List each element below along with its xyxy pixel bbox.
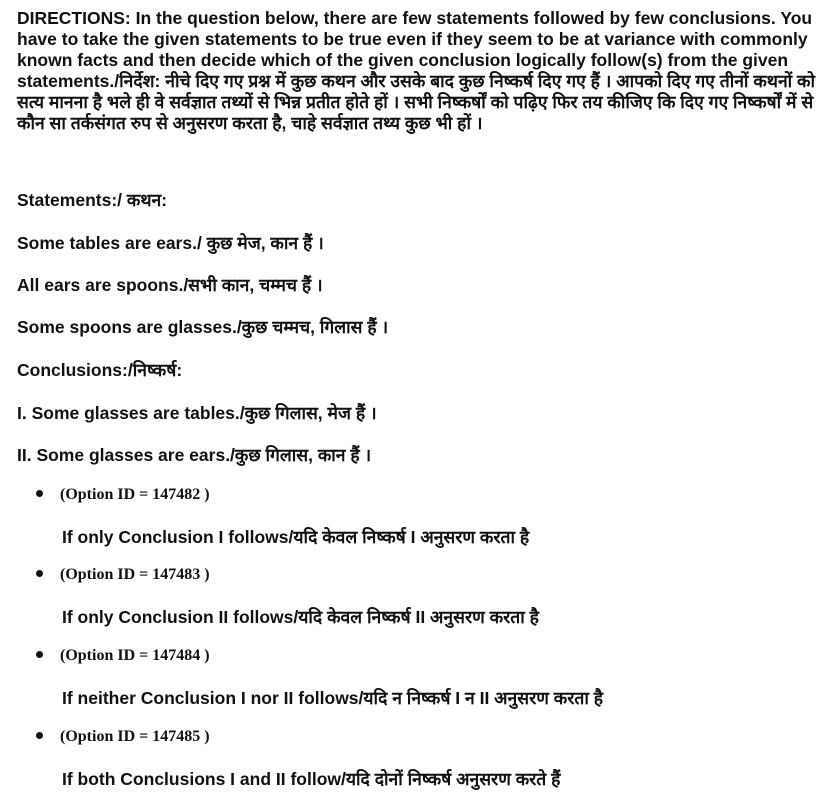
conclusion-1: I. Some glasses are tables./कुछ गिलास, मेज हैं । xyxy=(17,403,377,423)
directions-text xyxy=(17,8,832,134)
conclusion-2: II. Some glasses are ears./कुछ गिलास, कान हैं । xyxy=(17,445,372,465)
bullet-icon xyxy=(36,732,43,739)
option-3-text[interactable]: If neither Conclusion I nor II follows/यदि न निष्कर्ष I न II अनुसरण करता है xyxy=(62,688,604,708)
conclusions-heading: Conclusions:/निष्कर्ष: xyxy=(17,360,183,380)
statement-2: All ears are spoons./सभी कान, चम्मच हैं । xyxy=(17,275,323,295)
option-1-text[interactable]: If only Conclusion I follows/यदि केवल निष्कर्ष I अनुसरण करता है xyxy=(62,527,530,547)
bullet-icon xyxy=(36,570,43,577)
option-2-text[interactable]: If only Conclusion II follows/यदि केवल निष्कर्ष II अनुसरण करता है xyxy=(62,607,539,627)
option-id-label: (Option ID = 147484 ) xyxy=(60,647,210,664)
option-id-label: (Option ID = 147485 ) xyxy=(60,728,210,745)
option-4-text[interactable]: If both Conclusions I and II follow/यदि दोनों निष्कर्ष अनुसरण करते हैं xyxy=(62,769,561,789)
option-3-id xyxy=(36,647,210,665)
statement-1: Some tables are ears./ कुछ मेज, कान हैं । xyxy=(17,233,324,253)
bullet-icon xyxy=(36,651,43,658)
option-id-label: (Option ID = 147482 ) xyxy=(60,486,210,503)
directions-english: DIRECTIONS: In the question below, there are few statements followed by few conclusions. You have to take the given statements to be true even if they seem to be at variance with commonly known facts and then decide which of the given conclusion logically follow(s) from the given statements./ xyxy=(17,8,813,91)
statements-heading: Statements:/ कथन: xyxy=(17,190,168,210)
option-4-id xyxy=(36,728,210,746)
bullet-icon xyxy=(36,490,43,497)
directions-hindi: निर्देश: नीचे दिए गए प्रश्न में कुछ कथन और उसके बाद कुछ निष्कर्ष दिए गए हैं । आपको दिए गए तीनों कथनों को सत्य मानना है भले ही वे सर्वज्ञात तथ्यों से भिन्न प्रतीत होते हों । सभी निष्कर्षों को पढ़िए फिर तय कीजिए कि दिए गए निष्कर्षों में से कौन सा तर्कसंगत रुप से अनुसरण करता है, चाहे सर्वज्ञात तथ्य कुछ भी हों । xyxy=(17,71,816,133)
option-id-label: (Option ID = 147483 ) xyxy=(60,566,210,583)
option-2-id xyxy=(36,566,210,584)
option-1-id xyxy=(36,486,210,504)
directions-block xyxy=(17,8,832,134)
statement-3: Some spoons are glasses./कुछ चम्मच, गिलास हैं । xyxy=(17,317,389,337)
